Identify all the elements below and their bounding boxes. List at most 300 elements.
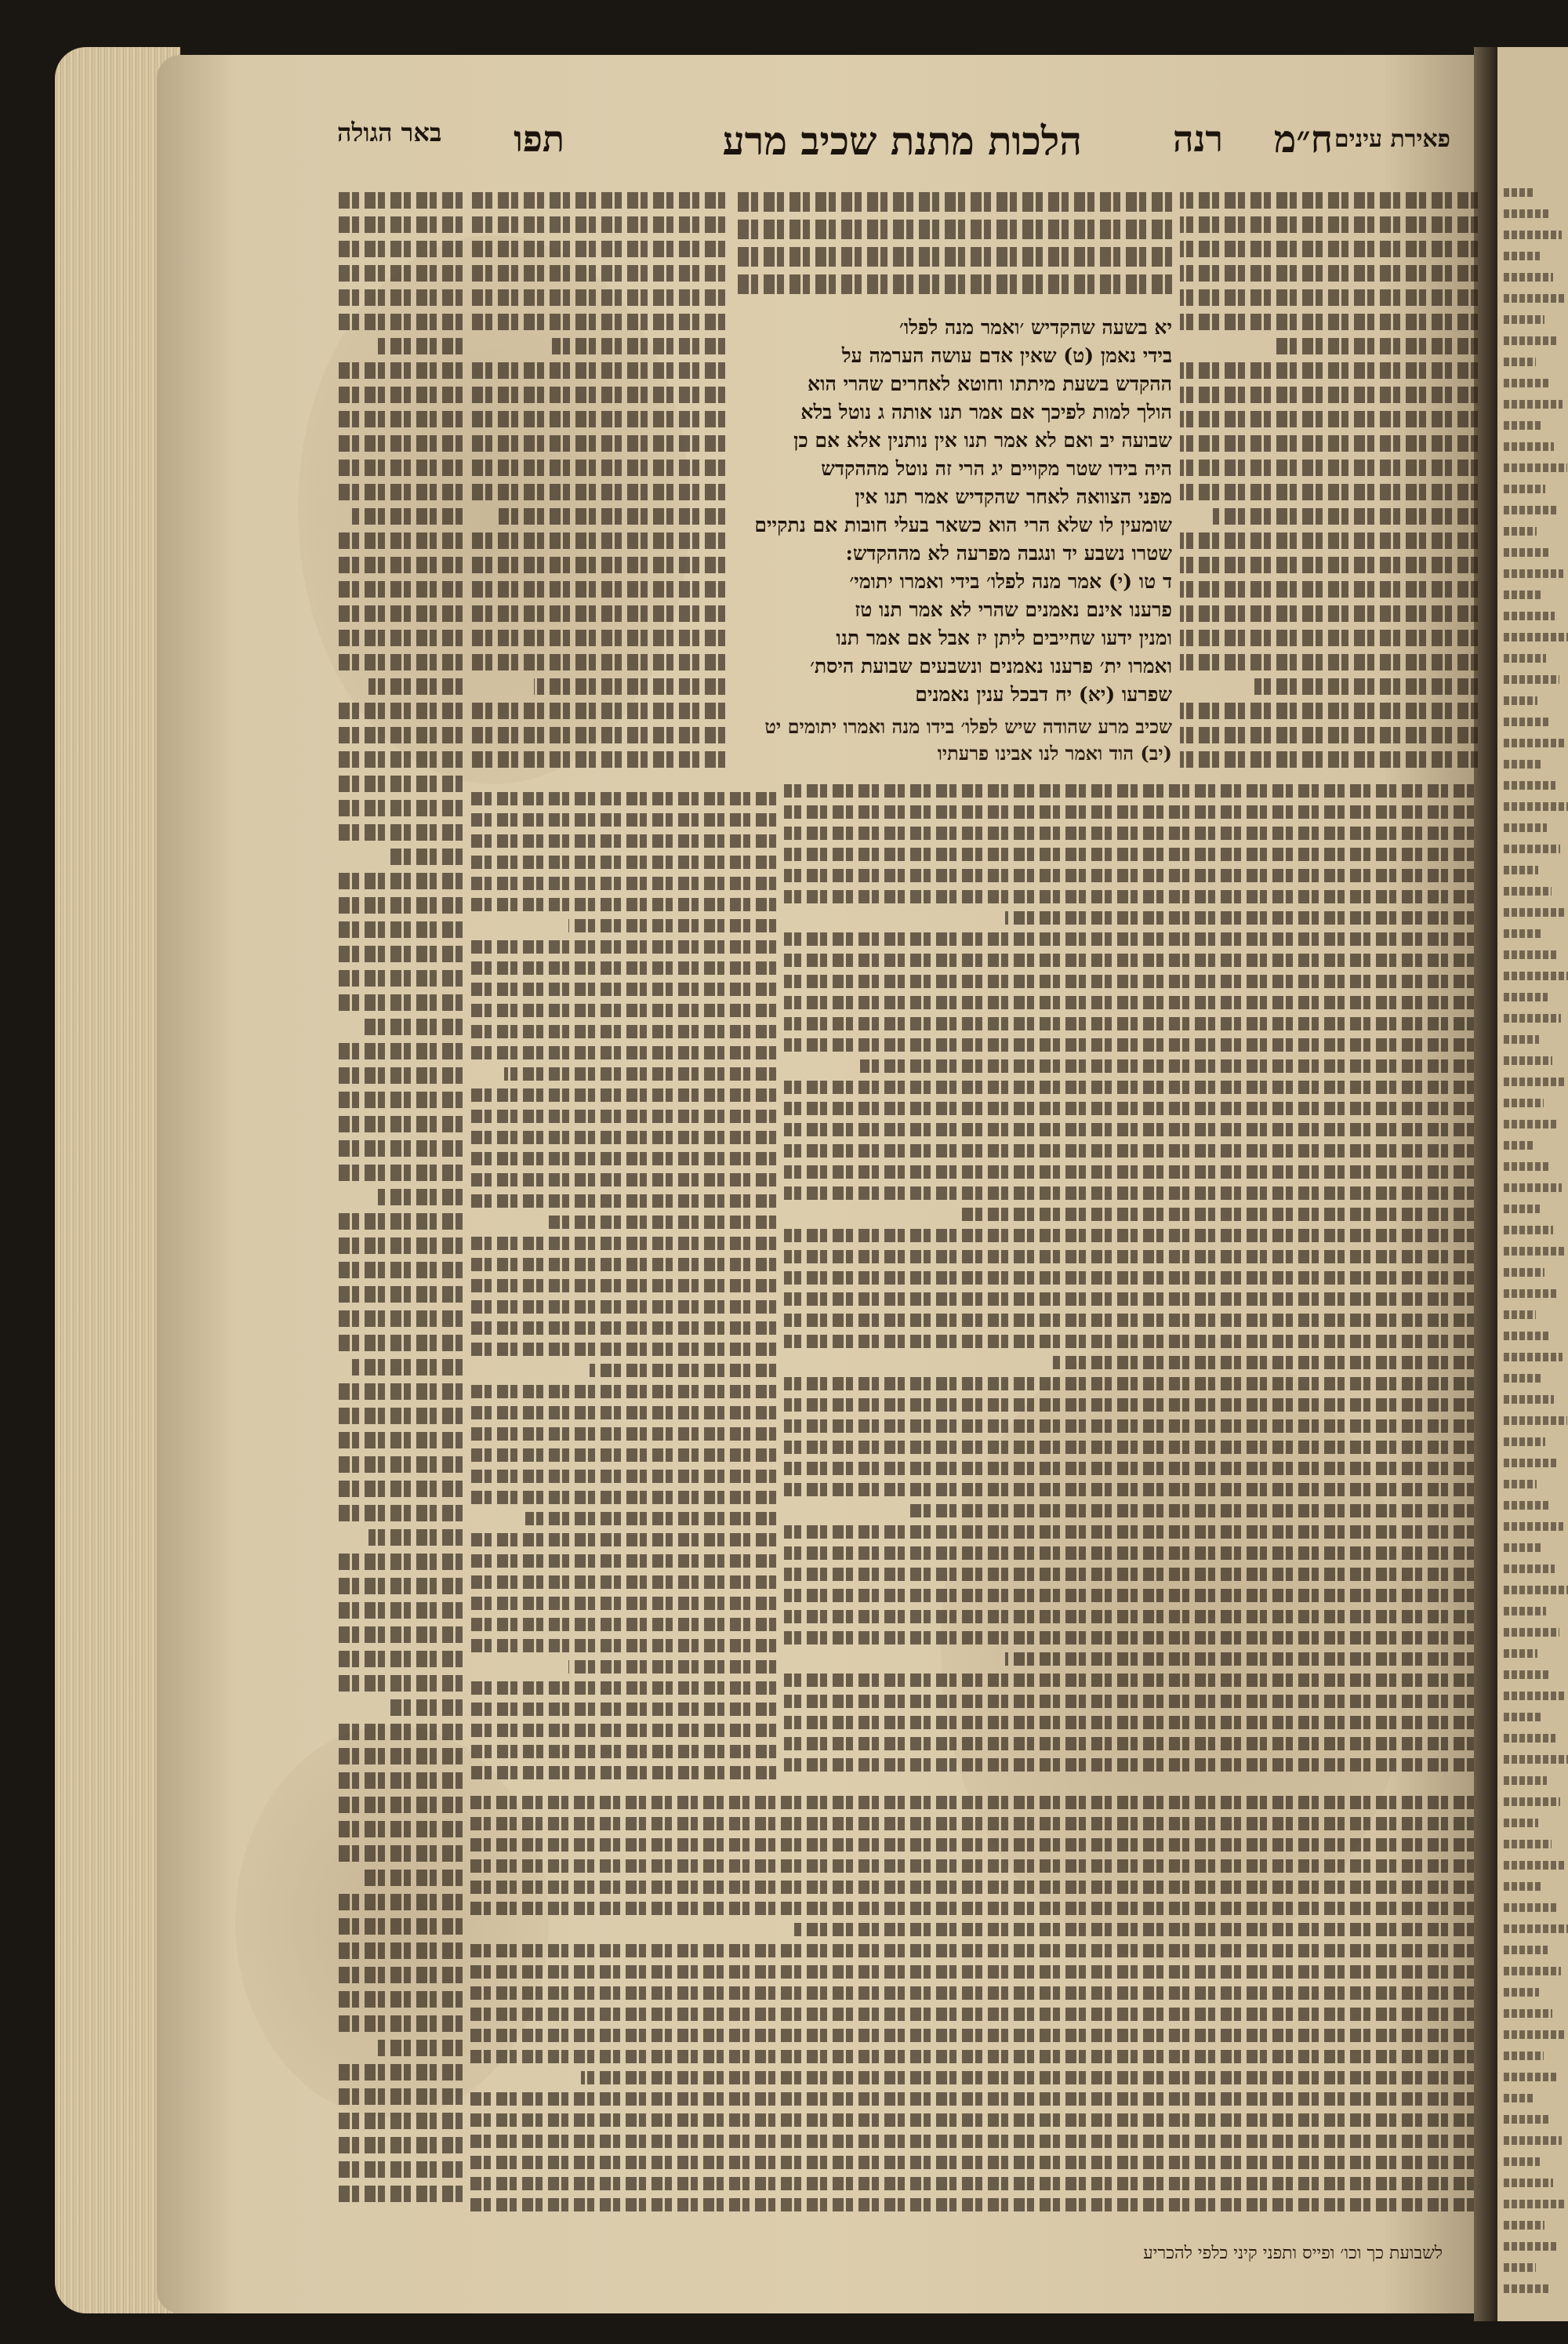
text-line [470, 2113, 1474, 2127]
text-line [547, 1216, 777, 1229]
text-line [470, 557, 725, 573]
facing-page-line [1504, 908, 1565, 917]
text-line [337, 1821, 463, 1837]
text-line [784, 1589, 1474, 1602]
text-line [784, 975, 1474, 988]
facing-page-line [1504, 696, 1537, 705]
commentary-column-mid-bottom [470, 792, 776, 1788]
facing-page-line [1504, 1289, 1558, 1298]
facing-page-line [1504, 315, 1544, 324]
text-line [784, 1398, 1474, 1412]
facing-page-line [1504, 1056, 1552, 1065]
text-line [784, 1271, 1474, 1285]
facing-page-line [1504, 421, 1541, 430]
facing-page-line [1504, 2242, 1558, 2251]
text-line [337, 1067, 463, 1084]
facing-page-line [1504, 2157, 1540, 2166]
text-line [1254, 678, 1478, 695]
text-line [784, 1462, 1474, 1475]
text-line [337, 970, 463, 987]
facing-page-line [1504, 823, 1547, 832]
header-folio: תפו [514, 118, 564, 160]
text-line [337, 1383, 463, 1400]
text-line [337, 2015, 463, 2032]
facing-page-line [1504, 1480, 1537, 1488]
text-line [337, 532, 463, 549]
text-line [733, 247, 1172, 267]
text-line [470, 2177, 1474, 2190]
text-line [470, 654, 725, 670]
facing-page-line [1504, 1459, 1559, 1467]
text-line [470, 1724, 776, 1737]
text-line [784, 954, 1474, 967]
facing-page-line [1504, 2200, 1566, 2208]
text-line [337, 460, 463, 476]
text-line [337, 484, 463, 500]
facing-page-line [1504, 654, 1546, 663]
facing-page-line [1504, 781, 1555, 790]
text-line [337, 1724, 463, 1740]
main-text-line: ד טו (י) אמר מנה לפלו׳ בידי ואמרו יתומי׳ [849, 570, 1172, 593]
text-line [504, 1067, 776, 1081]
text-line [784, 1038, 1474, 1052]
text-line [470, 1258, 776, 1271]
text-line [1180, 435, 1478, 452]
text-line [337, 2137, 463, 2153]
text-line [470, 1639, 776, 1652]
commentary-footer-block [470, 1796, 1474, 2227]
main-text-line: היה בידו שטר מקויים יג הרי זה נוטל מההקדש [821, 457, 1172, 480]
text-line [337, 1213, 463, 1230]
text-line [784, 1081, 1474, 1094]
text-line [470, 314, 725, 330]
text-line [784, 1483, 1474, 1496]
text-line [470, 1194, 776, 1208]
text-line [784, 1546, 1474, 1560]
text-line [470, 1491, 776, 1504]
text-line [470, 983, 776, 996]
text-line [470, 2029, 1474, 2042]
facing-page-line [1504, 252, 1540, 260]
facing-page-line [1504, 1946, 1548, 1954]
text-line [784, 805, 1474, 819]
text-line [784, 1377, 1474, 1390]
main-text-line: פרענו אינם נאמנים שהרי לא אמר תנו טז [855, 598, 1172, 621]
header-siman: רנה [1172, 118, 1223, 160]
text-line [1180, 532, 1478, 549]
commentary-column-center-top [733, 192, 1172, 302]
facing-page-line [1504, 294, 1566, 303]
text-line [470, 289, 725, 306]
text-line [784, 1716, 1474, 1729]
text-line [470, 1681, 776, 1695]
text-line [470, 1279, 776, 1292]
facing-page-line [1504, 527, 1537, 536]
text-line [337, 873, 463, 889]
text-line [470, 630, 725, 646]
text-line [1213, 508, 1478, 525]
text-line [337, 1675, 463, 1692]
facing-page-line [1504, 1162, 1548, 1171]
text-line [470, 856, 776, 869]
text-line [337, 1043, 463, 1059]
text-line [337, 946, 463, 962]
running-header [337, 118, 1450, 173]
text-line [470, 1703, 776, 1716]
text-line [470, 1237, 776, 1250]
text-line [470, 1427, 776, 1441]
text-line [784, 1335, 1474, 1348]
facing-page-line [1504, 273, 1553, 282]
text-line [470, 1321, 776, 1335]
text-line [784, 1123, 1474, 1136]
facing-page-line [1504, 1501, 1550, 1510]
facing-page-line [1504, 929, 1543, 938]
text-line [1276, 338, 1478, 354]
text-line [568, 1660, 776, 1674]
facing-page-line [1504, 1692, 1564, 1700]
text-line [470, 2008, 1474, 2021]
text-line [337, 824, 463, 841]
text-line [337, 776, 463, 792]
text-line [470, 1152, 776, 1165]
facing-page-line [1504, 1586, 1568, 1594]
text-line [1180, 460, 1478, 476]
main-text-line: ומנין ידעו שחייבים ליתן יז אבל אם אמר תנו [836, 627, 1172, 649]
text-line [337, 1262, 463, 1278]
text-line [470, 2156, 1474, 2169]
facing-page-line [1504, 1099, 1544, 1107]
text-line [470, 241, 725, 257]
text-line [784, 1165, 1474, 1179]
text-line [337, 1578, 463, 1594]
facing-page-line [1504, 1924, 1568, 1933]
facing-page-line [1504, 400, 1563, 409]
text-line [337, 1894, 463, 1910]
text-line [337, 1991, 463, 2008]
text-line [1180, 751, 1478, 768]
main-text-line: שבועה יב ואם לא אמר תנו אין נותנין אלא אם כן [793, 429, 1172, 452]
text-line [470, 940, 776, 954]
text-line [360, 1870, 463, 1886]
text-line [784, 890, 1474, 903]
text-line [470, 2198, 1474, 2211]
text-line [784, 848, 1474, 861]
facing-page-line [1504, 1395, 1554, 1404]
facing-page-line [1504, 1141, 1535, 1150]
facing-page-line [1504, 188, 1535, 197]
text-line [470, 1004, 776, 1017]
text-line [1180, 557, 1478, 573]
text-line [470, 484, 725, 500]
facing-page-line [1504, 633, 1568, 641]
text-line [337, 1140, 463, 1157]
facing-page-line [1504, 950, 1556, 959]
text-line [470, 1859, 1474, 1873]
text-line [337, 1432, 463, 1448]
facing-page-line [1504, 802, 1568, 811]
text-line [1180, 289, 1478, 306]
text-line [784, 1525, 1474, 1539]
main-text-line: בידי נאמן (ט) שאין אדם עושה הערמה על [841, 344, 1172, 367]
text-line [337, 2064, 463, 2081]
facing-page-line [1504, 2094, 1535, 2102]
text-line [470, 834, 776, 848]
text-line [470, 1986, 1474, 2000]
text-line [1005, 911, 1474, 925]
facing-page-line [1504, 1882, 1543, 1891]
facing-page-line [1504, 1205, 1540, 1213]
text-line [470, 1131, 776, 1144]
facing-page-line [1504, 1014, 1561, 1023]
text-line [368, 678, 463, 695]
text-line [337, 727, 463, 743]
text-line [337, 435, 463, 452]
text-line [470, 435, 725, 452]
main-text-line: הולך למות לפיכך אם אמר תנו אותה ג נוטל בלא [800, 401, 1172, 423]
text-line [337, 1456, 463, 1473]
text-line [337, 1967, 463, 1983]
facing-page-line [1504, 1120, 1557, 1128]
text-line [337, 1165, 463, 1181]
facing-page-line [1504, 1903, 1556, 1912]
text-line [368, 1529, 463, 1546]
text-line [784, 1737, 1474, 1750]
facing-page-line [1504, 1628, 1559, 1637]
facing-page-line [1504, 548, 1550, 557]
text-line [784, 1017, 1474, 1030]
text-line [1180, 241, 1478, 257]
text-line [337, 1286, 463, 1303]
main-text-line: שומעין לו שלא הרי הוא כשאר בעלי חובות אם נתקיים [754, 514, 1172, 536]
text-line [470, 898, 776, 911]
text-line [470, 1597, 776, 1610]
text-line [470, 1766, 776, 1779]
facing-page-line [1504, 2009, 1552, 2018]
text-line [351, 1359, 463, 1376]
facing-page-line [1504, 1840, 1552, 1848]
text-line [784, 1631, 1474, 1644]
text-line [337, 411, 463, 427]
text-line [337, 1408, 463, 1424]
text-line [733, 220, 1172, 239]
text-line [1180, 703, 1478, 719]
text-line [470, 961, 776, 975]
facing-page-line [1504, 1268, 1544, 1277]
facing-page-line [1504, 1078, 1566, 1086]
text-line [337, 216, 463, 233]
text-line [470, 362, 725, 379]
text-line [581, 2071, 1474, 2084]
text-line [377, 1189, 463, 1205]
text-line [470, 2135, 1474, 2148]
facing-page-line [1504, 2221, 1544, 2230]
text-line [377, 2040, 463, 2056]
text-line [499, 508, 725, 525]
text-line [956, 1208, 1474, 1221]
facing-page-line [1504, 358, 1536, 366]
text-line [337, 265, 463, 282]
text-line [470, 1902, 1474, 1915]
text-line [552, 338, 725, 354]
text-line [1180, 605, 1478, 622]
text-line [470, 792, 776, 805]
facing-page-line [1504, 1755, 1568, 1764]
text-line [470, 265, 725, 282]
text-line [337, 1092, 463, 1108]
text-line [784, 1758, 1474, 1772]
text-line [337, 1116, 463, 1132]
text-line [470, 1343, 776, 1356]
text-line [470, 581, 725, 598]
text-line [784, 1292, 1474, 1306]
facing-page-line [1504, 506, 1559, 514]
facing-page-line [1504, 1734, 1555, 1743]
text-line [534, 678, 725, 695]
text-line [337, 314, 463, 330]
facing-page-line [1504, 1332, 1549, 1340]
text-line [337, 2161, 463, 2178]
facing-page-line [1504, 485, 1545, 493]
facing-page-line [1504, 760, 1542, 769]
text-line [784, 784, 1474, 798]
text-line [784, 827, 1474, 840]
facing-page-line [1504, 2051, 1544, 2060]
facing-page-line [1504, 2115, 1548, 2124]
facing-page-line [1504, 231, 1562, 239]
text-line [337, 1505, 463, 1521]
header-chapter: ח״מ [1273, 118, 1333, 162]
facing-page-line [1504, 1670, 1551, 1679]
facing-page-line [1504, 1310, 1536, 1319]
facing-page-line [1504, 442, 1554, 451]
text-line [337, 605, 463, 622]
facing-page-line [1504, 569, 1563, 578]
facing-page-edge [1497, 47, 1568, 2321]
text-line [470, 1088, 776, 1102]
text-line [337, 1481, 463, 1497]
text-line [784, 1144, 1474, 1157]
facing-page-line [1504, 1247, 1566, 1256]
facing-page-line [1504, 379, 1549, 387]
facing-page-line [1504, 463, 1567, 472]
facing-page-line [1504, 209, 1548, 218]
text-line [1180, 654, 1478, 670]
text-line [470, 216, 725, 233]
text-line [470, 727, 725, 743]
text-line [386, 1699, 463, 1716]
text-line [470, 1470, 776, 1483]
facing-page-line [1504, 1374, 1541, 1383]
header-right-label: פאירת עינים [1334, 125, 1450, 153]
text-line [470, 1575, 776, 1589]
text-line [470, 1300, 776, 1314]
text-line [784, 1187, 1474, 1200]
text-line [470, 387, 725, 403]
main-text-line: שפרעו (יא) יח דבכל ענין נאמנים [915, 683, 1172, 706]
text-line [1180, 216, 1478, 233]
facing-page-line [1504, 1183, 1562, 1192]
text-line [337, 1942, 463, 1959]
facing-page-line [1504, 1543, 1541, 1552]
text-line [470, 1448, 776, 1462]
text-line [784, 996, 1474, 1009]
text-line [470, 1554, 776, 1568]
text-line [470, 1385, 776, 1398]
text-line [337, 654, 463, 670]
text-line [337, 1335, 463, 1351]
text-line [386, 849, 463, 865]
text-line [1180, 387, 1478, 403]
facing-page-line [1504, 1988, 1539, 1997]
facing-page-line [1504, 2263, 1536, 2272]
text-line [337, 2113, 463, 2129]
text-line [470, 1838, 1474, 1852]
main-text-line: מפני הצוואה לאחר שהקדיש אמר תנו אין [855, 485, 1172, 508]
text-line [337, 1918, 463, 1935]
text-line [337, 1845, 463, 1862]
text-line [784, 1610, 1474, 1623]
facing-page-line [1504, 1967, 1561, 1975]
facing-page-line [1504, 866, 1538, 874]
text-line [470, 1618, 776, 1631]
text-line [337, 581, 463, 598]
text-line [470, 532, 725, 549]
catchword-line: לשבועת כך וכו׳ ופייס ותפני קיני כלפי להכריע [1143, 2244, 1443, 2263]
text-line [337, 1626, 463, 1643]
text-line [470, 2050, 1474, 2063]
text-line [784, 1250, 1474, 1263]
text-line [1180, 411, 1478, 427]
text-line [337, 800, 463, 816]
text-line [470, 1817, 1474, 1830]
facing-page-line [1504, 993, 1548, 1001]
text-line [470, 813, 776, 827]
facing-page-line [1504, 718, 1551, 726]
facing-page-line [1504, 1776, 1547, 1785]
text-line [1053, 1356, 1474, 1369]
facing-page-line [1504, 887, 1552, 896]
text-line [470, 411, 725, 427]
facing-page-line [1504, 1522, 1563, 1531]
text-line [784, 1229, 1474, 1242]
facing-page-line [1504, 1353, 1563, 1361]
text-line [784, 869, 1474, 882]
text-line [470, 1406, 776, 1419]
text-line [784, 1441, 1474, 1454]
facing-page-line [1504, 1797, 1560, 1806]
text-line [337, 387, 463, 403]
facing-page-line [1504, 845, 1560, 853]
text-line [525, 1512, 776, 1525]
facing-page-line [1504, 1564, 1555, 1573]
text-line [337, 2088, 463, 2105]
text-line [470, 1025, 776, 1038]
facing-page-line [1504, 1819, 1538, 1827]
main-text-line: יא בשעה שהקדיש ׳ואמר מנה לפלו׳ [899, 316, 1172, 339]
text-line [470, 1965, 1474, 1979]
text-line [470, 1944, 1474, 1957]
text-line [860, 1059, 1474, 1073]
facing-page-line [1504, 739, 1564, 747]
text-line [784, 1419, 1474, 1433]
text-line [337, 2186, 463, 2202]
facing-page-line [1504, 2030, 1566, 2039]
text-line [470, 1110, 776, 1123]
text-line [337, 1748, 463, 1764]
text-line [784, 1695, 1474, 1708]
facing-page-line [1504, 2136, 1562, 2145]
